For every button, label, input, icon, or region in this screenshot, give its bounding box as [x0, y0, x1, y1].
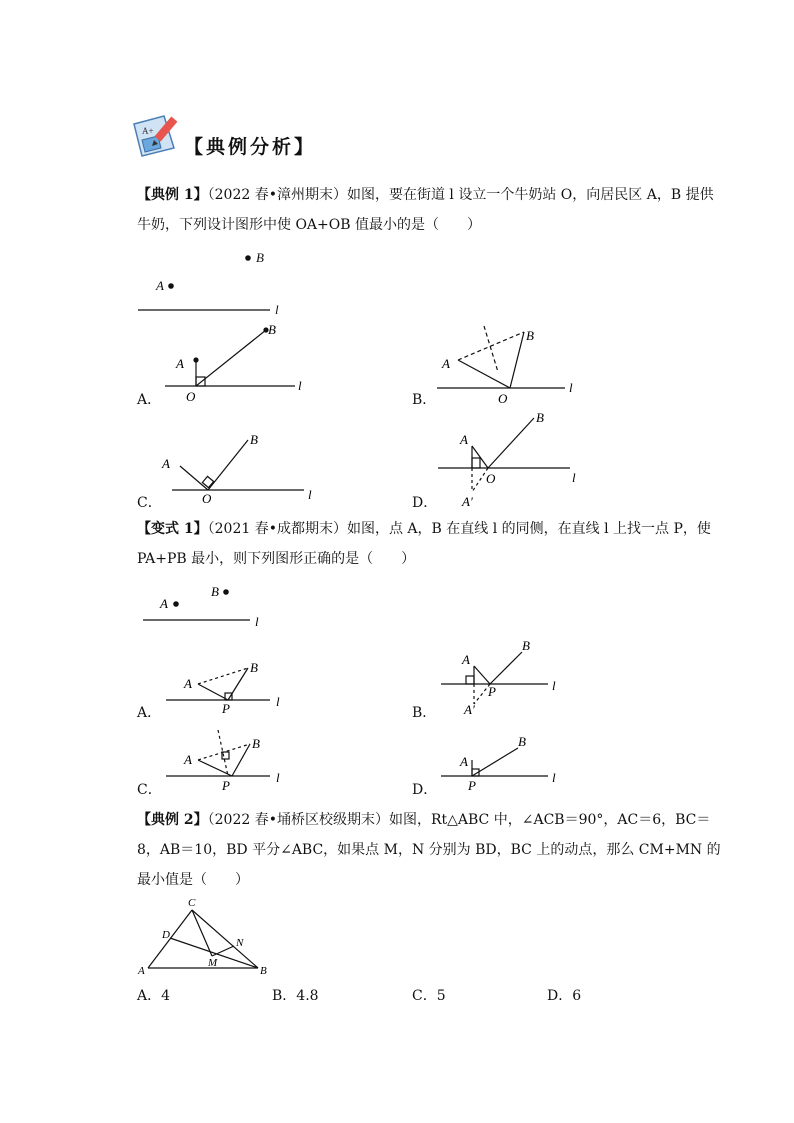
var1d-label-l: l	[552, 770, 556, 785]
ex2-line1	[137, 810, 710, 830]
var1-option-b: B．	[412, 705, 437, 721]
ex1d-label-A2: A′	[462, 494, 473, 509]
var1-line1	[137, 519, 711, 539]
ex1b-label-l: l	[569, 380, 573, 395]
ex1c-label-l: l	[308, 487, 312, 502]
ex1-option-b: B．	[412, 392, 437, 408]
label-A: A	[156, 278, 164, 293]
var1-label-B: B	[211, 584, 219, 599]
ex1a-label-A: A	[176, 356, 184, 371]
banner-title: 【典例分析】	[184, 136, 317, 158]
ex1d-label-B: B	[536, 410, 544, 425]
var1c-label-B: B	[252, 736, 260, 751]
var1-option-a: A．	[137, 705, 162, 721]
var1-source: （2021 春•成都期末）	[207, 521, 347, 537]
var1c-label-l: l	[276, 770, 280, 785]
ex2-text1: 如图，Rt△ABC 中，∠ACB＝90°，AC＝6，BC＝	[388, 812, 711, 828]
var1-tag: 【变式 1】	[137, 521, 208, 537]
pencil-paper-icon	[128, 110, 188, 160]
ex1b-label-B: B	[526, 328, 534, 343]
ex2-label-N: N	[236, 937, 244, 949]
var1-label-A: A	[160, 596, 168, 611]
var1c-label-A: A	[184, 752, 192, 767]
ex1c-label-A: A	[162, 456, 170, 471]
ex2-line3: 最小值是（ ）	[137, 872, 249, 888]
ex2-source: （2022 春•埇桥区校级期末）	[207, 812, 389, 828]
var1-line2: PA+PB 最小，则下列图形正确的是（ ）	[137, 551, 416, 567]
ex2-choice-c: C．5	[412, 988, 446, 1004]
var1b-label-A2: A′	[464, 702, 475, 717]
var1a-label-l: l	[276, 694, 280, 709]
ex1b-label-O: O	[498, 391, 508, 406]
ex1-line2: 牛奶，下列设计图形中使 OA+OB 值最小的是（ ）	[137, 217, 481, 233]
ex2-tag: 【典例 2】	[137, 812, 208, 828]
ex2-label-A: A	[138, 965, 145, 977]
var1d-label-A: A	[460, 754, 468, 769]
var1-option-d: D．	[412, 782, 438, 798]
var1a-label-P: P	[222, 701, 230, 716]
var1c-label-P: P	[222, 778, 230, 793]
var1d-label-P: P	[468, 778, 476, 793]
ex2-choice-b: B．4.8	[272, 988, 319, 1004]
ex1a-label-B: B	[268, 322, 276, 337]
ex2-line2: 8，AB＝10，BD 平分∠ABC，如果点 M，N 分别为 BD，BC 上的动点，那么 CM+MN 的	[137, 842, 721, 858]
ex1-option-a: A．	[137, 392, 162, 408]
ex2-label-B: B	[260, 965, 267, 977]
ex1d-label-l: l	[572, 470, 576, 485]
ex1-line1	[137, 185, 714, 205]
var1a-label-B: B	[250, 660, 258, 675]
var1-label-l: l	[255, 614, 259, 629]
ex1-option-c: C．	[137, 495, 162, 511]
var1d-label-B: B	[518, 734, 526, 749]
ex2-choice-d: D．6	[547, 988, 582, 1004]
label-l: l	[275, 302, 279, 317]
ex1a-label-O: O	[186, 389, 196, 404]
ex2-label-M: M	[208, 957, 218, 969]
ex1-tag: 【典例 1】	[137, 187, 208, 203]
var1b-label-P: P	[488, 684, 496, 699]
ex1d-label-O: O	[486, 471, 496, 486]
var1a-label-A: A	[184, 676, 192, 691]
ex1b-label-A: A	[442, 356, 450, 371]
svg-text:A+: A+	[142, 126, 154, 136]
ex1d-label-A: A	[460, 432, 468, 447]
ex1-option-d: D．	[412, 495, 438, 511]
var1-option-c: C．	[137, 782, 162, 798]
ex1c-label-O: O	[202, 491, 212, 506]
var1b-label-A: A	[462, 652, 470, 667]
ex2-choice-a: A．4	[137, 988, 171, 1004]
banner	[128, 110, 328, 160]
ex1-source: （2022 春•漳州期末）	[207, 187, 347, 203]
ex1-text1: 如图，要在街道 l 设立一个牛奶站 O，向居民区 A，B 提供	[346, 187, 714, 203]
label-B: B	[256, 250, 264, 265]
ex2-label-C: C	[188, 897, 196, 909]
ex1c-label-B: B	[250, 432, 258, 447]
ex1a-label-l: l	[298, 378, 302, 393]
var1-text1: 如图，点 A，B 在直线 l 的同侧，在直线 l 上找一点 P，使	[346, 521, 711, 537]
var1b-label-l: l	[552, 678, 556, 693]
var1b-label-B: B	[522, 638, 530, 653]
ex2-label-D: D	[162, 929, 170, 941]
